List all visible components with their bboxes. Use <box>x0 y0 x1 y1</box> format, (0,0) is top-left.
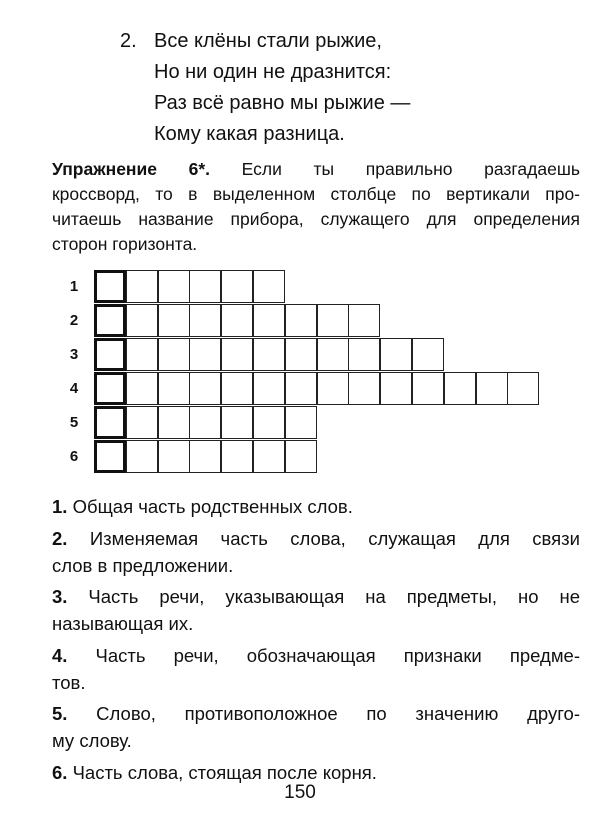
crossword-cell[interactable] <box>189 304 221 337</box>
crossword-cell[interactable] <box>221 406 253 439</box>
clue-text: Часть речи, указывающая на предметы, но не <box>88 586 580 607</box>
clue-text: Общая часть родственных слов. <box>72 496 353 517</box>
crossword-cell[interactable] <box>126 338 158 371</box>
crossword-cell[interactable] <box>253 270 285 303</box>
poem-line <box>120 119 410 150</box>
crossword-cell[interactable] <box>126 372 158 405</box>
poem-line <box>120 57 410 88</box>
exercise-line <box>52 157 580 182</box>
clue-number: 2. <box>52 527 68 549</box>
crossword-cell[interactable] <box>285 372 317 405</box>
clue-text: тов. <box>52 671 86 693</box>
crossword-highlighted-cell[interactable] <box>94 338 126 371</box>
crossword-cell[interactable] <box>126 440 158 473</box>
clue-text: Часть слова, стоящая после корня. <box>72 761 377 783</box>
crossword-row-number: 1 <box>69 278 79 295</box>
crossword-cell[interactable] <box>158 270 190 303</box>
clue-line <box>52 552 580 579</box>
exercise-text: Если ты правильно разгадаешь <box>241 159 580 179</box>
clue-text: Часть речи, обозначающая признаки предме- <box>95 644 581 666</box>
clue-number: 3. <box>52 586 68 607</box>
clue-text: му слову. <box>52 730 132 751</box>
poem-line <box>120 26 410 57</box>
clue-line <box>52 525 580 552</box>
crossword-cell[interactable] <box>317 304 349 337</box>
poem-line <box>120 88 410 119</box>
crossword-cell[interactable] <box>158 372 190 405</box>
poem <box>120 26 410 150</box>
poem-line-text: Но ни один не дразнится: <box>154 61 392 83</box>
crossword-cell[interactable] <box>126 406 158 439</box>
clue-line <box>52 642 580 669</box>
clue-line <box>52 610 580 637</box>
crossword-cell[interactable] <box>221 338 253 371</box>
crossword-cell[interactable] <box>444 372 476 405</box>
exercise-6 <box>52 157 580 257</box>
exercise-line: кроссворд, то в выделенном столбце по вертикали про- <box>52 184 580 204</box>
clue-line <box>52 669 580 696</box>
crossword-highlighted-cell[interactable] <box>94 270 126 303</box>
crossword-cell[interactable] <box>285 440 317 473</box>
crossword-cell[interactable] <box>476 372 508 405</box>
crossword-cell[interactable] <box>285 338 317 371</box>
exercise-title: Упражнение 6*. <box>52 159 211 179</box>
clue-line <box>52 583 580 610</box>
clue-number: 6. <box>52 761 68 783</box>
crossword-cell[interactable] <box>253 338 285 371</box>
crossword-row-number: 4 <box>69 380 79 397</box>
crossword-cell[interactable] <box>189 270 221 303</box>
crossword-cell[interactable] <box>253 304 285 337</box>
clue-text: Изменяемая часть слова, служащая для связи <box>89 527 580 549</box>
crossword-cell[interactable] <box>285 406 317 439</box>
crossword-cell[interactable] <box>317 372 349 405</box>
clue-item <box>52 525 580 579</box>
crossword-cell[interactable] <box>221 304 253 337</box>
poem-number: 2. <box>120 30 137 52</box>
crossword-cell[interactable] <box>285 304 317 337</box>
crossword-cell[interactable] <box>507 372 539 405</box>
crossword-row-number: 5 <box>69 414 79 431</box>
crossword-cell[interactable] <box>412 338 444 371</box>
crossword-cell[interactable] <box>126 270 158 303</box>
crossword-row-number: 2 <box>69 312 79 329</box>
clue-line <box>52 493 580 520</box>
clue-number: 1. <box>52 496 68 517</box>
crossword-cell[interactable] <box>189 338 221 371</box>
crossword-cell[interactable] <box>221 440 253 473</box>
clue-text: слов в предложении. <box>52 554 234 576</box>
clue-number: 5. <box>52 703 68 724</box>
crossword-cell[interactable] <box>348 372 380 405</box>
crossword-cell[interactable] <box>317 338 349 371</box>
clue-line <box>52 700 580 727</box>
clue-item <box>52 493 580 520</box>
crossword-cell[interactable] <box>412 372 444 405</box>
crossword-cell[interactable] <box>253 406 285 439</box>
page-number: 150 <box>284 782 316 803</box>
poem-line-text: Кому какая разница. <box>154 123 345 145</box>
crossword-clues <box>52 493 580 790</box>
exercise-line: читаешь название прибора, служащего для определения <box>52 209 580 229</box>
crossword-cell[interactable] <box>158 338 190 371</box>
crossword-row-number: 6 <box>69 448 79 465</box>
clue-item <box>52 700 580 754</box>
clue-item <box>52 642 580 696</box>
crossword-cell[interactable] <box>348 338 380 371</box>
crossword-cell[interactable] <box>348 304 380 337</box>
crossword-highlighted-cell[interactable] <box>94 372 126 405</box>
poem-line-text: Все клёны стали рыжие, <box>154 30 382 52</box>
crossword-cell[interactable] <box>221 372 253 405</box>
clue-number: 4. <box>52 644 68 666</box>
poem-line-text: Раз всё равно мы рыжие — <box>154 92 411 114</box>
clue-line <box>52 727 580 754</box>
crossword-highlighted-cell[interactable] <box>94 440 126 473</box>
crossword-cell[interactable] <box>253 440 285 473</box>
crossword-cell[interactable] <box>189 440 221 473</box>
exercise-line: сторон горизонта. <box>52 234 198 254</box>
crossword-highlighted-cell[interactable] <box>94 406 126 439</box>
crossword-cell[interactable] <box>221 270 253 303</box>
crossword-highlighted-cell[interactable] <box>94 304 126 337</box>
clue-item <box>52 583 580 637</box>
crossword-cell[interactable] <box>189 406 221 439</box>
crossword-cell[interactable] <box>126 304 158 337</box>
crossword-cell[interactable] <box>158 440 190 473</box>
crossword-cell[interactable] <box>158 304 190 337</box>
crossword-cell[interactable] <box>380 338 412 371</box>
crossword-cell[interactable] <box>380 372 412 405</box>
clue-text: Слово, противоположное по значению друго- <box>96 703 580 724</box>
crossword-row-number: 3 <box>69 346 79 363</box>
crossword-cell[interactable] <box>253 372 285 405</box>
crossword-cell[interactable] <box>158 406 190 439</box>
clue-text: называющая их. <box>52 613 194 634</box>
crossword-cell[interactable] <box>189 372 221 405</box>
